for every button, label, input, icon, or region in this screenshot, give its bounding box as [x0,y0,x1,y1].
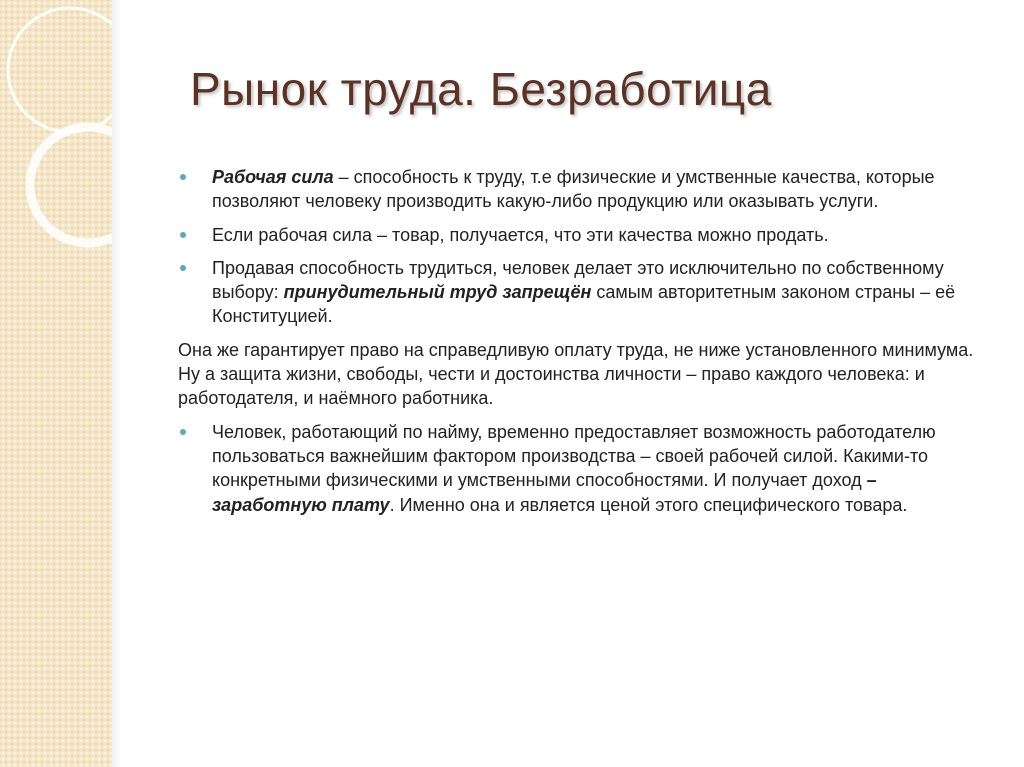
definition-text: – способность к труду, т.е физические и умственные качества, которые позволяют человеку производить какую-либо продукцию или оказывать услуги. [212,167,935,212]
bullet-text: Если рабочая сила – товар, получается, что эти качества можно продать. [212,224,829,245]
bullet-text-post: . Именно она и является ценой этого специфического товара. [389,494,908,515]
term-labor-force: Рабочая сила [212,167,334,187]
bullet-text-post: самым авторитетным законом страны – её Конституцией. [212,282,956,327]
panel-shadow [112,0,122,767]
decorative-side-panel [0,0,112,767]
slide-content [178,165,978,526]
bullet-dot-icon [180,265,186,271]
bullet-item-commodity [178,223,978,247]
bullet-text-pre: Человек, работающий по найму, временно предоставляет возможность работодателю пользоваться важнейшим фактором производства – своей рабочей силой. Какими-то конкретными физическими и умственными способностями. И получает доход [212,421,936,491]
bullet-dot-icon [180,232,186,238]
bullet-item-labor-force [178,165,978,214]
decorative-circle-thick [30,127,112,243]
bullet-item-wage [178,420,978,517]
bullet-text-pre: Продавая способность трудиться, человек делает это исключительно по собственному выбору: [212,257,944,303]
bullet-dot-icon [180,429,186,435]
decorative-circle-large [8,8,112,132]
bullet-dot-icon [180,174,186,180]
bullet-item-free-choice [178,256,978,329]
bold-dash: – [866,470,877,491]
decorative-circles [0,0,112,767]
slide-title: Рынок труда. Безработица [190,63,772,115]
emphasis-wage: заработную плату [212,494,390,515]
emphasis-forced-labor: принудительный труд запрещён [283,282,592,303]
paragraph-guarantees: Она же гарантирует право на справедливую оплату труда, не ниже установленного минимума. Ну а защита жизни, свободы, чести и достоинства личности – право каждого человека: и работодателя, и наёмного работника. [178,339,974,409]
